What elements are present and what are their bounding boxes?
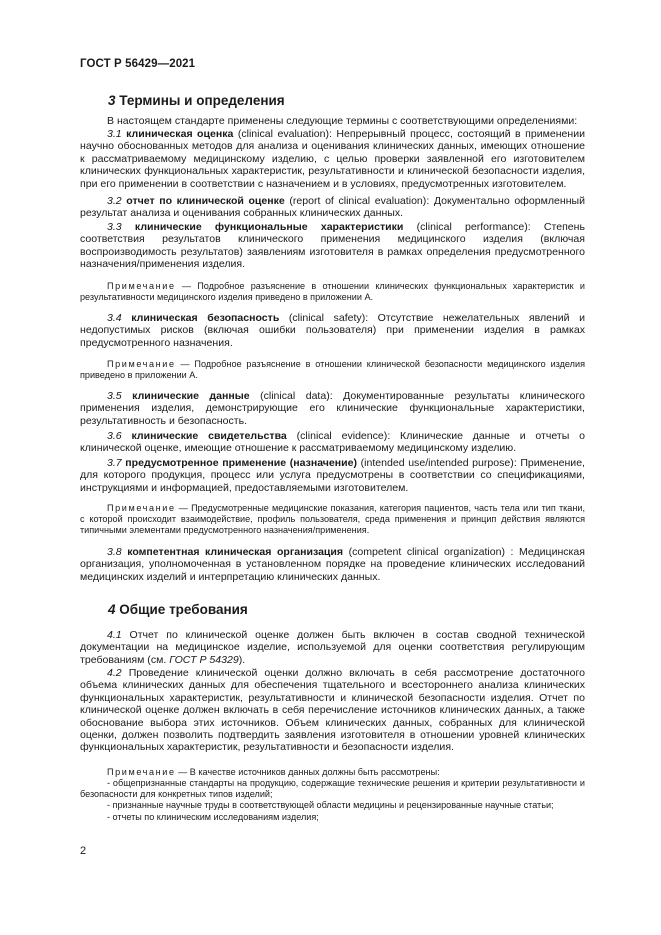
term-number: 3.4 [107,312,122,324]
section-3-number: 3 [108,93,116,108]
term-definition: (clinical evidence): Клинические данные и отчеты о клинической оценке, имеющие отношение к рассматриваемому медицинскому изделию. [80,430,585,455]
term-number: 3.2 [107,195,122,207]
note-text: — Предусмотренные медицинские показания, категория пациентов, часть тела или тип ткани, с которой происходит взаимодействие, профиль пользователя, среда применения и принцип действия являются типичными элементами предусмотренного назначения/применения. [80,503,585,536]
term-3-6 [80,430,585,455]
term-name: клиническая безопасность [131,312,280,324]
list-item: - общепризнанные стандарты на продукцию, содержащие технические решения и критерии результативности и безопасности для конкретных типов изделий; [80,778,585,800]
term-name: компетентная клиническая организация [127,546,344,558]
paragraph-tail: ). [238,653,246,666]
term-definition: (competent clinical organization) : Медицинская организация, уполномоченная в установленном порядке на проведение клинических исследований медицинских изделий и интерпретацию клинических данных. [80,546,585,583]
note-lead: Примечание [107,281,176,291]
paragraph-number: 4.2 [107,667,122,679]
note-1 [80,281,585,303]
section-4-number: 4 [108,602,116,617]
term-number: 3.7 [107,457,122,469]
term-name: клиническая оценка [126,128,234,140]
term-definition: (report of clinical evaluation): Документально оформленный результат анализа и оценивания собранных клинических данных. [80,195,585,220]
section-3-intro: В настоящем стандарте применены следующие термины с соответствующими определениями: [107,115,578,127]
term-3-1 [80,128,585,190]
sources-list [80,778,585,823]
term-3-3 [80,221,585,271]
note-lead: Примечание [107,503,176,513]
term-number: 3.6 [107,430,122,442]
term-name: клинические данные [132,390,250,402]
note-text: — В качестве источников данных должны быть рассмотрены: [175,767,440,777]
note-3 [80,503,585,537]
paragraph-number: 4.1 [107,629,122,641]
term-name: клинические функциональные характеристики [134,221,404,233]
term-definition: (clinical performance): Степень соответствия результатов клинического применения медицинского изделия (включая воспроизводимость результатов) заявлениям изготовителя в рамках определения предусмотренного назначения/применения изделия. [80,221,585,271]
term-definition: (clinical evaluation): Непрерывный процесс, состоящий в применении научно обоснованных методов для анализа и оценивания клинических данных, имеющих отношение к рассматриваемому медицинскому изделию, с целью проверки заявленной его изготовителем клинических функциональных характеристик, результативности и клинической безопасности изделия, при его применении в соответствии с назначением и в условиях, предусмотренных изготовителем. [80,128,586,190]
section-3-title: Термины и определения [119,93,285,108]
term-definition: (clinical safety): Отсутствие нежелательных явлений и недопустимых рисков (включая ошибки пользователя) при применении изделия в рамках предусмотренного назначения. [80,312,585,349]
term-number: 3.5 [107,390,122,402]
term-3-4 [80,312,585,349]
note-4 [80,767,585,778]
term-3-2 [80,195,585,220]
term-name: клинические свидетельства [131,430,287,442]
note-lead: Примечание [107,359,176,369]
term-number: 3.3 [107,221,122,233]
list-item: - отчеты по клиническим исследованиям изделия; [107,811,319,822]
paragraph-text: Отчет по клинической оценке должен быть включен в состав сводной технической документации на медицинское изделие, используемой для оценки соответствия регулирующим требованиям (см. [80,629,585,666]
term-name: предусмотренное применение (назначение) [125,457,358,469]
section-3-heading [108,93,285,108]
term-3-5 [80,390,585,427]
term-number: 3.1 [107,128,122,140]
paragraph-4-1 [80,629,585,666]
note-2 [80,359,585,381]
list-item: - признанные научные труды в соответствующей области медицины и рецензированные научные статьи; [107,800,554,811]
note-lead: Примечание [107,767,176,777]
paragraph-text: Проведение клинической оценки должно включать в себя рассмотрение достаточного объема клинических данных для обеспечения тщательного и всестороннего анализа клинических функциональных характеристик, результативности и клинической безопасности изделия. Отчет по клинической оценке должен включать в себя перечисление источников клинических данных, а также обоснование выбора этих источников. Объем клинических данных, собранных для клинической оценки, должен позволить подтвердить заявления изготовителя в отношении уровней клинических функциональных характеристик, результативности и безопасности изделия. [80,667,585,754]
term-definition: (clinical data): Документированные результаты клинического применения изделия, демонстрирующие его клинические функциональные характеристики, результативность и безопасность. [80,390,585,427]
term-3-7 [80,457,585,494]
page-number: 2 [80,845,87,857]
section-4-heading [108,602,248,617]
term-definition: (intended use/intended purpose): Применение, для которого продукция, процесс или услуга предусмотрены в соответствии со спецификациями, инструкциями и информацией, предоставляемыми изготовителем. [80,457,585,494]
section-4-title: Общие требования [119,602,248,617]
term-3-8 [80,546,585,583]
term-name: отчет по клинической оценке [126,195,285,207]
term-number: 3.8 [107,546,122,558]
standard-reference: ГОСТ Р 54329 [169,653,239,666]
paragraph-4-2 [80,667,585,754]
note-text: — Подробное разъяснение в отношении клинической безопасности медицинского изделия приведено в приложении А. [80,359,585,381]
standard-header: ГОСТ Р 56429—2021 [80,58,196,70]
note-text: — Подробное разъяснение в отношении клинических функциональных характеристик и результативности медицинского изделия приведено в приложении А. [80,281,585,303]
